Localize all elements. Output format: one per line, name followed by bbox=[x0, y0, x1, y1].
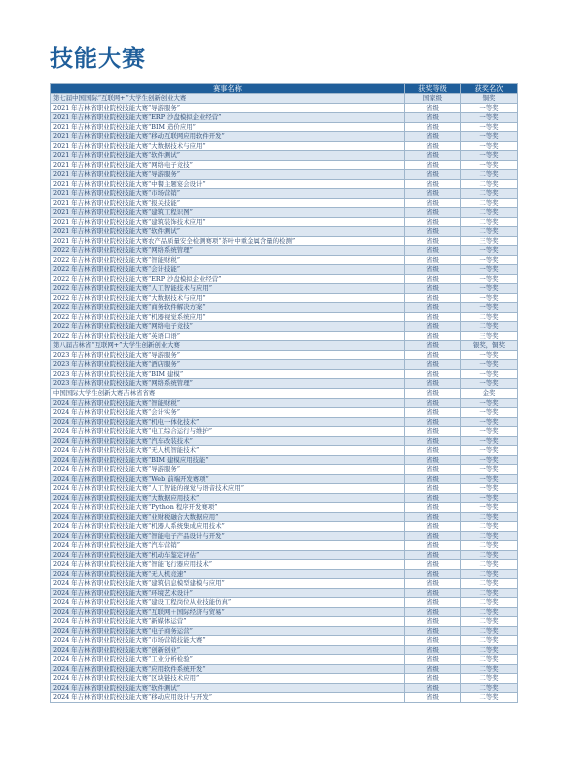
award-rank-cell: 一等奖 bbox=[461, 293, 518, 303]
award-level-cell: 省级 bbox=[405, 560, 461, 570]
event-name-cell: 2024 年吉林省职业院校技能大赛“会计实务” bbox=[51, 408, 405, 418]
award-level-cell: 省级 bbox=[405, 693, 461, 703]
award-rank-cell: 一等奖 bbox=[461, 446, 518, 456]
award-level-cell: 省级 bbox=[405, 322, 461, 332]
table-row bbox=[51, 265, 518, 275]
table-row bbox=[51, 674, 518, 684]
table-row bbox=[51, 398, 518, 408]
award-level-cell: 省级 bbox=[405, 179, 461, 189]
table-row bbox=[51, 607, 518, 617]
table-row bbox=[51, 465, 518, 475]
table-row bbox=[51, 170, 518, 180]
award-level-cell: 省级 bbox=[405, 122, 461, 132]
event-name-cell: 2021 年吉林省职业院校技能大赛“移动互联网应用软件开发” bbox=[51, 132, 405, 142]
award-level-cell: 省级 bbox=[405, 607, 461, 617]
award-rank-cell: 一等奖 bbox=[461, 455, 518, 465]
table-row bbox=[51, 132, 518, 142]
event-name-cell: 2021 年吉林省职业院校技能大赛农产品质量安全检测赛项“茶叶中重金属含量的检测” bbox=[51, 236, 405, 246]
award-level-cell: 省级 bbox=[405, 388, 461, 398]
event-name-cell: 2021 年吉林省职业院校技能大赛“导游服务” bbox=[51, 103, 405, 113]
award-rank-cell: 一等奖 bbox=[461, 408, 518, 418]
award-rank-cell: 一等奖 bbox=[461, 303, 518, 313]
award-level-cell: 省级 bbox=[405, 636, 461, 646]
table-row bbox=[51, 350, 518, 360]
event-name-cell: 2024 年吉林省职业院校技能大赛“软件测试” bbox=[51, 683, 405, 693]
table-row bbox=[51, 379, 518, 389]
table-row bbox=[51, 560, 518, 570]
award-level-cell: 省级 bbox=[405, 674, 461, 684]
award-rank-cell: 一等奖 bbox=[461, 465, 518, 475]
award-level-cell: 省级 bbox=[405, 132, 461, 142]
event-name-cell: 2024 年吉林省职业院校技能大赛“大数据应用技术” bbox=[51, 493, 405, 503]
award-level-cell: 省级 bbox=[405, 379, 461, 389]
award-level-cell: 省级 bbox=[405, 655, 461, 665]
table-row bbox=[51, 664, 518, 674]
event-name-cell: 2024 年吉林省职业院校技能大赛“人工智能的视觉与语音技术应用” bbox=[51, 484, 405, 494]
table-row bbox=[51, 417, 518, 427]
award-level-cell: 省级 bbox=[405, 274, 461, 284]
event-name-cell: 2024 年吉林省职业院校技能大赛“区块链技术应用” bbox=[51, 674, 405, 684]
award-rank-cell: 二等奖 bbox=[461, 198, 518, 208]
award-level-cell: 省级 bbox=[405, 255, 461, 265]
award-level-cell: 省级 bbox=[405, 246, 461, 256]
table-row bbox=[51, 341, 518, 351]
table-row bbox=[51, 122, 518, 132]
event-name-cell: 2024 年吉林省职业院校技能大赛“BIM 建模应用技能” bbox=[51, 455, 405, 465]
event-name-cell: 2021 年吉林省职业院校技能大赛“大数据技术与应用” bbox=[51, 141, 405, 151]
award-level-cell: 省级 bbox=[405, 408, 461, 418]
award-rank-cell: 一等奖 bbox=[461, 160, 518, 170]
award-level-cell: 省级 bbox=[405, 103, 461, 113]
award-rank-cell: 二等奖 bbox=[461, 189, 518, 199]
table-row bbox=[51, 503, 518, 513]
table-row bbox=[51, 274, 518, 284]
award-level-cell: 省级 bbox=[405, 293, 461, 303]
award-rank-cell: 二等奖 bbox=[461, 179, 518, 189]
award-level-cell: 省级 bbox=[405, 503, 461, 513]
award-rank-cell: 一等奖 bbox=[461, 132, 518, 142]
award-level-cell: 省级 bbox=[405, 522, 461, 532]
award-level-cell: 省级 bbox=[405, 598, 461, 608]
award-level-cell: 国家级 bbox=[405, 94, 461, 104]
event-name-cell: 2021 年吉林省职业院校技能大赛“软件测试” bbox=[51, 151, 405, 161]
event-name-cell: 2023 年吉林省职业院校技能大赛“网络系统管理” bbox=[51, 379, 405, 389]
table-row bbox=[51, 303, 518, 313]
table-row bbox=[51, 484, 518, 494]
award-rank-cell: 一等奖 bbox=[461, 369, 518, 379]
event-name-cell: 2024 年吉林省职业院校技能大赛“建筑信息模型建模与应用” bbox=[51, 579, 405, 589]
award-level-cell: 省级 bbox=[405, 208, 461, 218]
award-rank-cell: 二等奖 bbox=[461, 312, 518, 322]
event-name-cell: 2024 年吉林省职业院校技能大赛“智能财税” bbox=[51, 398, 405, 408]
table-row bbox=[51, 208, 518, 218]
table-row bbox=[51, 113, 518, 123]
table-row bbox=[51, 408, 518, 418]
event-name-cell: 2024 年吉林省职业院校技能大赛“电子商务运营” bbox=[51, 626, 405, 636]
event-name-cell: 2024 年吉林省职业院校技能大赛“创新创业” bbox=[51, 645, 405, 655]
event-name-cell: 2021 年吉林省职业院校技能大赛“中餐主题宴会设计” bbox=[51, 179, 405, 189]
table-row bbox=[51, 293, 518, 303]
award-rank-cell: 二等奖 bbox=[461, 170, 518, 180]
award-rank-cell: 二等奖 bbox=[461, 617, 518, 627]
award-level-cell: 省级 bbox=[405, 160, 461, 170]
table-row bbox=[51, 645, 518, 655]
award-level-cell: 省级 bbox=[405, 474, 461, 484]
table-row bbox=[51, 541, 518, 551]
award-level-cell: 省级 bbox=[405, 683, 461, 693]
event-name-cell: 2024 年吉林省职业院校技能大赛“移动应用设计与开发” bbox=[51, 693, 405, 703]
event-name-cell: 2022 年吉林省职业院校技能大赛“网络电子竞技” bbox=[51, 322, 405, 332]
header-award-level: 获奖等级 bbox=[405, 84, 461, 94]
award-level-cell: 省级 bbox=[405, 369, 461, 379]
table-row bbox=[51, 455, 518, 465]
award-level-cell: 省级 bbox=[405, 360, 461, 370]
table-row bbox=[51, 522, 518, 532]
award-rank-cell: 一等奖 bbox=[461, 379, 518, 389]
event-name-cell: 2024 年吉林省职业院校技能大赛“Python 程序开发赛项” bbox=[51, 503, 405, 513]
event-name-cell: 2024 年吉林省职业院校技能大赛“汽车营销” bbox=[51, 541, 405, 551]
table-row bbox=[51, 189, 518, 199]
award-level-cell: 省级 bbox=[405, 569, 461, 579]
award-level-cell: 省级 bbox=[405, 446, 461, 456]
event-name-cell: 2021 年吉林省职业院校技能大赛“报关技能” bbox=[51, 198, 405, 208]
award-level-cell: 省级 bbox=[405, 284, 461, 294]
table-row bbox=[51, 103, 518, 113]
table-row bbox=[51, 427, 518, 437]
event-name-cell: 2022 年吉林省职业院校技能大赛“商务软件解决方案” bbox=[51, 303, 405, 313]
award-level-cell: 省级 bbox=[405, 465, 461, 475]
table-row bbox=[51, 246, 518, 256]
award-rank-cell: 二等奖 bbox=[461, 227, 518, 237]
award-rank-cell: 二等奖 bbox=[461, 512, 518, 522]
header-row bbox=[51, 84, 518, 94]
award-rank-cell: 铜奖 bbox=[461, 94, 518, 104]
table-row bbox=[51, 626, 518, 636]
table-row bbox=[51, 369, 518, 379]
event-name-cell: 第八届吉林省“互联网+”大学生创新创业大赛 bbox=[51, 341, 405, 351]
event-name-cell: 2024 年吉林省职业院校技能大赛“智能飞行器应用技术” bbox=[51, 560, 405, 570]
award-level-cell: 省级 bbox=[405, 493, 461, 503]
award-level-cell: 省级 bbox=[405, 341, 461, 351]
award-rank-cell: 二等奖 bbox=[461, 598, 518, 608]
table-row bbox=[51, 531, 518, 541]
table-row bbox=[51, 160, 518, 170]
table-row bbox=[51, 693, 518, 703]
award-level-cell: 省级 bbox=[405, 436, 461, 446]
award-rank-cell: 一等奖 bbox=[461, 151, 518, 161]
event-name-cell: 2024 年吉林省职业院校技能大赛“环境艺术设计” bbox=[51, 588, 405, 598]
award-level-cell: 省级 bbox=[405, 265, 461, 275]
event-name-cell: 2024 年吉林省职业院校技能大赛“智能电子产品设计与开发” bbox=[51, 531, 405, 541]
table-row bbox=[51, 474, 518, 484]
award-rank-cell: 二等奖 bbox=[461, 645, 518, 655]
event-name-cell: 2022 年吉林省职业院校技能大赛“大数据技术与应用” bbox=[51, 293, 405, 303]
event-name-cell: 2021 年吉林省职业院校技能大赛“导游服务” bbox=[51, 170, 405, 180]
award-level-cell: 省级 bbox=[405, 455, 461, 465]
event-name-cell: 2024 年吉林省职业院校技能大赛“导游服务” bbox=[51, 465, 405, 475]
event-name-cell: 2024 年吉林省职业院校技能大赛“机电一体化技术” bbox=[51, 417, 405, 427]
header-event-name: 赛事名称 bbox=[51, 84, 405, 94]
event-name-cell: 2024 年吉林省职业院校技能大赛“汽车改装技术” bbox=[51, 436, 405, 446]
page-title: 技能大赛 bbox=[50, 46, 146, 72]
event-name-cell: 2021 年吉林省职业院校技能大赛“ERP 沙盘模拟企业经营” bbox=[51, 113, 405, 123]
award-rank-cell: 二等奖 bbox=[461, 208, 518, 218]
table-row bbox=[51, 236, 518, 246]
award-level-cell: 省级 bbox=[405, 579, 461, 589]
award-rank-cell: 二等奖 bbox=[461, 607, 518, 617]
award-rank-cell: 二等奖 bbox=[461, 531, 518, 541]
award-rank-cell: 二等奖 bbox=[461, 579, 518, 589]
award-rank-cell: 二等奖 bbox=[461, 655, 518, 665]
event-name-cell: 2024 年吉林省职业院校技能大赛“机器人系统集成应用技术” bbox=[51, 522, 405, 532]
award-rank-cell: 一等奖 bbox=[461, 484, 518, 494]
awards-table bbox=[50, 83, 518, 703]
table-row bbox=[51, 217, 518, 227]
award-rank-cell: 一等奖 bbox=[461, 122, 518, 132]
award-rank-cell: 二等奖 bbox=[461, 560, 518, 570]
event-name-cell: 2021 年吉林省职业院校技能大赛“市场营销” bbox=[51, 189, 405, 199]
table-row bbox=[51, 388, 518, 398]
award-level-cell: 省级 bbox=[405, 331, 461, 341]
award-rank-cell: 二等奖 bbox=[461, 588, 518, 598]
event-name-cell: 2024 年吉林省职业院校技能大赛“业财税融合大数据应用” bbox=[51, 512, 405, 522]
award-rank-cell: 二等奖 bbox=[461, 674, 518, 684]
table-row bbox=[51, 179, 518, 189]
award-rank-cell: 二等奖 bbox=[461, 636, 518, 646]
table-row bbox=[51, 636, 518, 646]
table-row bbox=[51, 360, 518, 370]
event-name-cell: 2024 年吉林省职业院校技能大赛“Web 前端开发赛项” bbox=[51, 474, 405, 484]
table-body bbox=[51, 94, 518, 703]
award-rank-cell: 一等奖 bbox=[461, 493, 518, 503]
award-rank-cell: 一等奖 bbox=[461, 427, 518, 437]
table-row bbox=[51, 198, 518, 208]
table-row bbox=[51, 683, 518, 693]
event-name-cell: 2022 年吉林省职业院校技能大赛“ERP 沙盘模拟企业经营” bbox=[51, 274, 405, 284]
table-row bbox=[51, 151, 518, 161]
event-name-cell: 中国国际大学生创新大赛吉林省省赛 bbox=[51, 388, 405, 398]
table-row bbox=[51, 446, 518, 456]
event-name-cell: 2021 年吉林省职业院校技能大赛“网络电子竞技” bbox=[51, 160, 405, 170]
event-name-cell: 2024 年吉林省职业院校技能大赛“应用软件系统开发” bbox=[51, 664, 405, 674]
award-rank-cell: 二等奖 bbox=[461, 522, 518, 532]
award-level-cell: 省级 bbox=[405, 141, 461, 151]
award-level-cell: 省级 bbox=[405, 617, 461, 627]
table-row bbox=[51, 227, 518, 237]
table-header bbox=[51, 84, 518, 94]
event-name-cell: 2024 年吉林省职业院校技能大赛“机动车鉴定评估” bbox=[51, 550, 405, 560]
event-name-cell: 2024 年吉林省职业院校技能大赛“建设工程岗位从业技能仿真” bbox=[51, 598, 405, 608]
awards-table-container bbox=[50, 83, 517, 703]
award-rank-cell: 一等奖 bbox=[461, 274, 518, 284]
table-row bbox=[51, 141, 518, 151]
award-level-cell: 省级 bbox=[405, 541, 461, 551]
event-name-cell: 2024 年吉林省职业院校技能大赛“无人机智能技术” bbox=[51, 446, 405, 456]
award-rank-cell: 一等奖 bbox=[461, 398, 518, 408]
award-level-cell: 省级 bbox=[405, 664, 461, 674]
award-rank-cell: 一等奖 bbox=[461, 360, 518, 370]
table-row bbox=[51, 512, 518, 522]
award-rank-cell: 一等奖 bbox=[461, 474, 518, 484]
award-rank-cell: 一等奖 bbox=[461, 113, 518, 123]
table-row bbox=[51, 550, 518, 560]
award-rank-cell: 二等奖 bbox=[461, 550, 518, 560]
award-rank-cell: 二等奖 bbox=[461, 693, 518, 703]
event-name-cell: 2024 年吉林省职业院校技能大赛“工业分析检验” bbox=[51, 655, 405, 665]
award-level-cell: 省级 bbox=[405, 645, 461, 655]
award-level-cell: 省级 bbox=[405, 170, 461, 180]
award-rank-cell: 二等奖 bbox=[461, 626, 518, 636]
event-name-cell: 2022 年吉林省职业院校技能大赛“智能财税” bbox=[51, 255, 405, 265]
table-row bbox=[51, 569, 518, 579]
event-name-cell: 2021 年吉林省职业院校技能大赛“软件测试” bbox=[51, 227, 405, 237]
award-rank-cell: 一等奖 bbox=[461, 436, 518, 446]
event-name-cell: 2022 年吉林省职业院校技能大赛“网络系统管理” bbox=[51, 246, 405, 256]
award-rank-cell: 二等奖 bbox=[461, 683, 518, 693]
award-level-cell: 省级 bbox=[405, 484, 461, 494]
award-rank-cell: 三等奖 bbox=[461, 236, 518, 246]
event-name-cell: 2024 年吉林省职业院校技能大赛“新媒体运营” bbox=[51, 617, 405, 627]
table-row bbox=[51, 94, 518, 104]
award-level-cell: 省级 bbox=[405, 427, 461, 437]
table-row bbox=[51, 436, 518, 446]
award-level-cell: 省级 bbox=[405, 151, 461, 161]
table-row bbox=[51, 322, 518, 332]
table-row bbox=[51, 588, 518, 598]
award-rank-cell: 一等奖 bbox=[461, 417, 518, 427]
table-row bbox=[51, 579, 518, 589]
table-row bbox=[51, 331, 518, 341]
award-level-cell: 省级 bbox=[405, 626, 461, 636]
award-level-cell: 省级 bbox=[405, 312, 461, 322]
table-row bbox=[51, 312, 518, 322]
award-rank-cell: 二等奖 bbox=[461, 322, 518, 332]
table-row bbox=[51, 255, 518, 265]
event-name-cell: 2024 年吉林省职业院校技能大赛“市场营销技能大赛” bbox=[51, 636, 405, 646]
award-level-cell: 省级 bbox=[405, 303, 461, 313]
event-name-cell: 2022 年吉林省职业院校技能大赛“会计技能” bbox=[51, 265, 405, 275]
award-rank-cell: 一等奖 bbox=[461, 103, 518, 113]
event-name-cell: 2021 年吉林省职业院校技能大赛“建筑工程识图” bbox=[51, 208, 405, 218]
event-name-cell: 第七届中国国际“互联网+”大学生创新创业大赛 bbox=[51, 94, 405, 104]
event-name-cell: 2021 年吉林省职业院校技能大赛“建筑装饰技术应用” bbox=[51, 217, 405, 227]
award-level-cell: 省级 bbox=[405, 236, 461, 246]
event-name-cell: 2024 年吉林省职业院校技能大赛“电工综合运行与维护” bbox=[51, 427, 405, 437]
award-rank-cell: 一等奖 bbox=[461, 350, 518, 360]
award-rank-cell: 二等奖 bbox=[461, 217, 518, 227]
award-level-cell: 省级 bbox=[405, 417, 461, 427]
event-name-cell: 2024 年吉林省职业院校技能大赛“互联网＋国际经济与贸易” bbox=[51, 607, 405, 617]
award-level-cell: 省级 bbox=[405, 550, 461, 560]
award-level-cell: 省级 bbox=[405, 198, 461, 208]
award-level-cell: 省级 bbox=[405, 227, 461, 237]
table-row bbox=[51, 617, 518, 627]
event-name-cell: 2022 年吉林省职业院校技能大赛“机器视觉系统应用” bbox=[51, 312, 405, 322]
award-level-cell: 省级 bbox=[405, 113, 461, 123]
award-level-cell: 省级 bbox=[405, 588, 461, 598]
award-rank-cell: 二等奖 bbox=[461, 569, 518, 579]
award-level-cell: 省级 bbox=[405, 531, 461, 541]
event-name-cell: 2022 年吉林省职业院校技能大赛“英语口语” bbox=[51, 331, 405, 341]
award-rank-cell: 一等奖 bbox=[461, 503, 518, 513]
header-award-rank: 获奖名次 bbox=[461, 84, 518, 94]
award-rank-cell: 二等奖 bbox=[461, 664, 518, 674]
award-level-cell: 省级 bbox=[405, 217, 461, 227]
table-row bbox=[51, 655, 518, 665]
award-rank-cell: 一等奖 bbox=[461, 284, 518, 294]
award-rank-cell: 一等奖 bbox=[461, 265, 518, 275]
table-row bbox=[51, 284, 518, 294]
event-name-cell: 2022 年吉林省职业院校技能大赛“人工智能技术与应用” bbox=[51, 284, 405, 294]
award-rank-cell: 一等奖 bbox=[461, 246, 518, 256]
award-rank-cell: 二等奖 bbox=[461, 541, 518, 551]
event-name-cell: 2023 年吉林省职业院校技能大赛“BIM 建模” bbox=[51, 369, 405, 379]
award-level-cell: 省级 bbox=[405, 350, 461, 360]
event-name-cell: 2021 年吉林省职业院校技能大赛“BIM 造价应用” bbox=[51, 122, 405, 132]
event-name-cell: 2023 年吉林省职业院校技能大赛“酒店服务” bbox=[51, 360, 405, 370]
award-level-cell: 省级 bbox=[405, 512, 461, 522]
award-level-cell: 省级 bbox=[405, 398, 461, 408]
award-rank-cell: 三等奖 bbox=[461, 331, 518, 341]
award-rank-cell: 一等奖 bbox=[461, 255, 518, 265]
award-rank-cell: 银奖，铜奖 bbox=[461, 341, 518, 351]
award-rank-cell: 一等奖 bbox=[461, 141, 518, 151]
event-name-cell: 2023 年吉林省职业院校技能大赛“导游服务” bbox=[51, 350, 405, 360]
award-level-cell: 省级 bbox=[405, 189, 461, 199]
award-rank-cell: 金奖 bbox=[461, 388, 518, 398]
event-name-cell: 2024 年吉林省职业院校技能大赛“无人机竞速” bbox=[51, 569, 405, 579]
table-row bbox=[51, 598, 518, 608]
table-row bbox=[51, 493, 518, 503]
